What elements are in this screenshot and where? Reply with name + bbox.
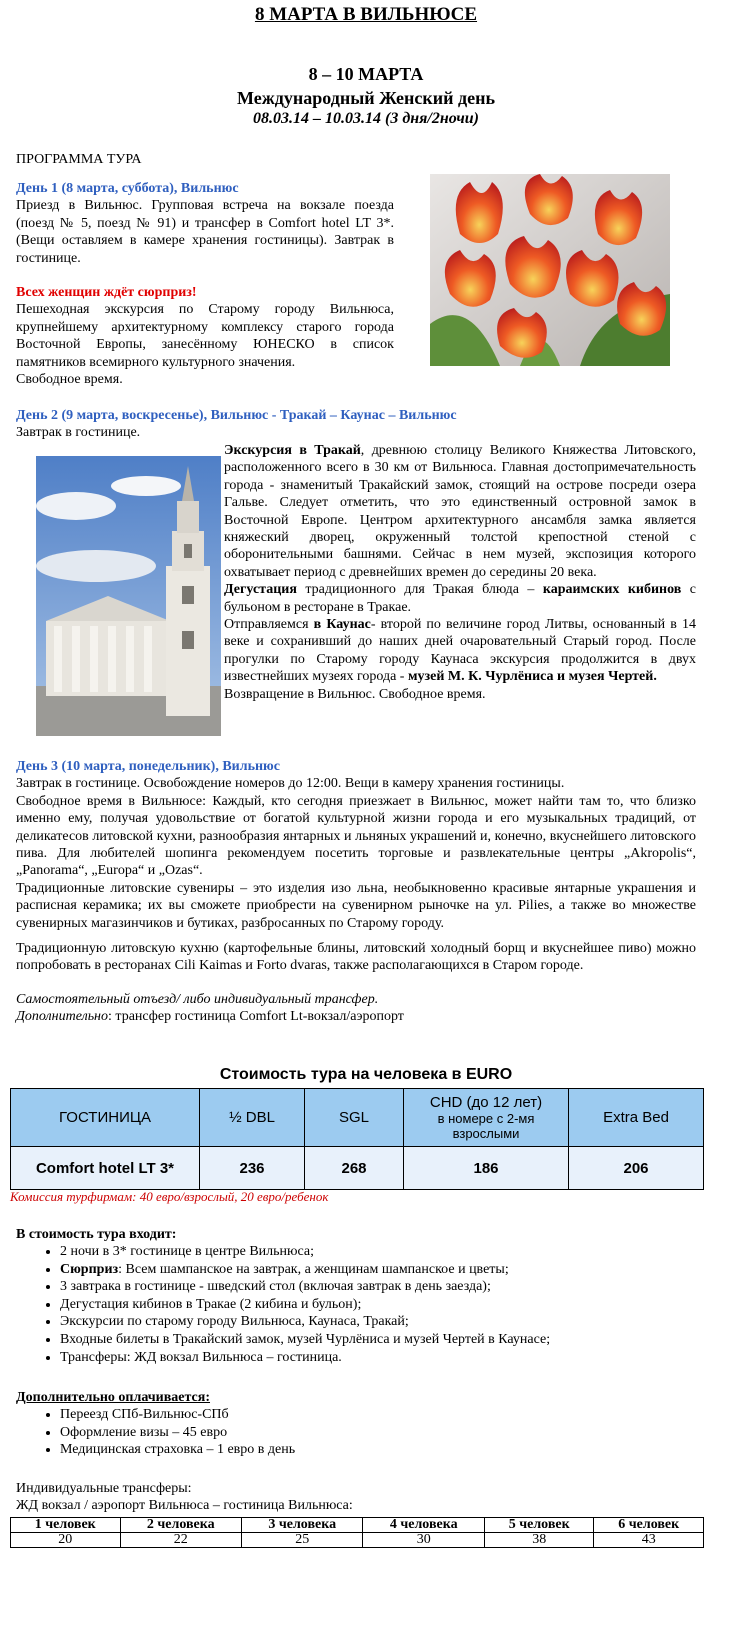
- includes-item: • Трансферы: ЖД вокзал Вильнюса – гостиница.: [60, 1349, 696, 1367]
- extra-list: [16, 1406, 696, 1459]
- transfers-table: [10, 1517, 704, 1548]
- transfers-value: 25: [241, 1533, 362, 1548]
- includes-item: • Дегустация кибинов в Тракае (2 кибина и бульон);: [60, 1296, 696, 1314]
- transfers-header: 4 человека: [363, 1518, 484, 1533]
- day2-section: [224, 442, 696, 703]
- surprise-label: Сюрприз: [60, 1261, 119, 1277]
- includes-heading: В стоимость тура входит:: [16, 1227, 177, 1242]
- day1-excursion-text: Пешеходная экскурсия по Старому городу Вильнюса, крупнейшему архитектурному комплексу старого города Восточной Европы, занесённому ЮНЕСКО в список памятников всемирного культурного значения.: [16, 302, 394, 370]
- day3-section: [16, 758, 696, 1026]
- tasting-label: Дегустация: [224, 582, 297, 598]
- tour-dates-heading: 8 – 10 МАРТА: [308, 64, 424, 84]
- includes-item: • 2 ночи в 3* гостинице в центре Вильнюса;: [60, 1243, 696, 1261]
- day3-cuisine: Традиционную литовскую кухню (картофельные блины, литовский холодный борщ и вкуснейшее пиво) можно попробовать в ресторанах Cili Kaimas и Forto dvaras, также располагающихся в Старом городе.: [16, 941, 696, 974]
- day2-return: Возвращение в Вильнюс. Свободное время.: [224, 686, 486, 702]
- surprise-text: : Всем шампанское на завтрак, а женщинам шампанское и цветы;: [118, 1261, 509, 1277]
- day2-tasting-paragraph: [224, 581, 696, 616]
- day1-section: [16, 180, 394, 388]
- extra-text: : трансфер гостиница Comfort Lt-вокзал/аэропорт: [108, 1009, 404, 1025]
- extra-item: • Переезд СПб-Вильнюс-СПб: [60, 1406, 696, 1424]
- kaunas-museums-label: музей М. К. Чурлёниса и музея Чертей.: [407, 669, 657, 685]
- transfers-header: 2 человека: [120, 1518, 241, 1533]
- extra-item: • Медицинская страховка – 1 евро в день: [60, 1441, 696, 1459]
- price-header-hotel: ГОСТИНИЦА: [11, 1089, 200, 1147]
- price-header-chd: [404, 1089, 569, 1147]
- transfers-value-row: [11, 1533, 704, 1548]
- includes-item: • Входные билеты в Тракайский замок, музей Чурлёниса и музей Чертей в Каунасе;: [60, 1331, 696, 1349]
- chd-label: CHD (до 12 лет): [429, 1094, 543, 1111]
- transfers-header-row: [11, 1518, 704, 1533]
- price-hotel-name: Comfort hotel LT 3*: [11, 1147, 200, 1190]
- transfers-line1: Индивидуальные трансферы:: [16, 1481, 192, 1496]
- price-title: Стоимость тура на человека в EURO: [219, 1066, 513, 1083]
- vilnius-cathedral-image: [36, 456, 221, 736]
- transfers-header: 3 человека: [241, 1518, 362, 1533]
- includes-item: • Экскурсии по старому городу Вильнюса, Каунаса, Тракай;: [60, 1313, 696, 1331]
- kaunas-label: в Каунас: [313, 617, 371, 633]
- transfers-value: 22: [120, 1533, 241, 1548]
- transfers-header: 1 человек: [11, 1518, 121, 1533]
- kaunas-text: - второй по величине город Литвы, основанный в 14 веке и сохранивший до наших дней очаровательный Старый город. После прогулки по Старому городу Каунаса экскурсия продолжится в двух известнейших музеях города -: [224, 617, 696, 685]
- day2-trakai-paragraph: [224, 442, 696, 581]
- price-chd: 186: [404, 1147, 569, 1190]
- day3-extra-transfer: [16, 1008, 696, 1025]
- price-table: [10, 1088, 704, 1190]
- transfers-value: 43: [594, 1533, 704, 1548]
- day1-free-time: Свободное время.: [16, 372, 123, 388]
- price-header-sgl: SGL: [305, 1089, 404, 1147]
- trakai-text: , древнюю столицу Великого Княжества Литовского, расположенного всего в 30 км от Вильнюса. Главная достопримечательность города - знаменитый Тракайский замок, стоящий на острове посреди озера Гальве. Следует отметить, что это единственный островной замок в Восточной Европе. Центром архитектурного ансамбля замка является княжеский дворец, окруженный толстой крепостной стеной с оборонительными башнями. Сейчас в нем музей, экспозиция которого охватывает период с древнейших времен до середины 20 века.: [224, 443, 696, 580]
- extra-item: • Оформление визы – 45 евро: [60, 1424, 696, 1442]
- transfers-intro: [16, 1480, 353, 1514]
- transfers-header: 6 человек: [594, 1518, 704, 1533]
- price-header-row: [11, 1089, 704, 1147]
- chd-note: в номере с 2-мя взрослыми: [437, 1111, 535, 1141]
- day2-heading: День 2 (9 марта, воскресенье), Вильнюс - Тракай – Каунас – Вильнюс: [16, 408, 457, 423]
- tasting-text: традиционного для Тракая блюда –: [296, 582, 543, 598]
- page-title: 8 МАРТА В ВИЛЬНЮСЕ: [254, 4, 478, 25]
- extra-label: Дополнительно: [16, 1009, 109, 1025]
- transfers-value: 20: [11, 1533, 121, 1548]
- day3-departure: Самостоятельный отъезд/ либо индивидуальный трансфер.: [16, 991, 379, 1007]
- tasting-end-text: с бульоном в ресторане в Тракае.: [224, 582, 696, 615]
- day3-free-time: Свободное время в Вильнюсе: Каждый, кто сегодня приезжает в Вильнюс, может найти там то, что близко именно ему, получая удовольствие от богатой культурной жизни города и его музыкальных традиций, от деликатесов литовской кухни, разнообразия янтарных и льняных украшений и, конечно, вкуснейшего литовского пива. Для любителей шопинга рекомендуем посетить торговые и развлекательные центры „Akropolis“, „Panorama“, „Europa“ и „Ozas“.: [16, 793, 696, 879]
- day1-surprise: Всех женщин ждёт сюрприз!: [16, 285, 197, 301]
- commission-note: Комиссия турфирмам: 40 евро/взрослый, 20 евро/ребенок: [10, 1189, 329, 1204]
- price-extra-bed: 206: [569, 1147, 704, 1190]
- price-sgl: 268: [305, 1147, 404, 1190]
- price-dbl: 236: [200, 1147, 305, 1190]
- day3-heading: День 3 (10 марта, понедельник), Вильнюс: [16, 759, 280, 774]
- kibiny-label: караимских кибинов: [542, 582, 682, 598]
- trakai-excursion-label: Экскурсия в Тракай: [224, 443, 361, 458]
- price-header-extra-bed: Extra Bed: [569, 1089, 704, 1147]
- transfers-header: 5 человек: [484, 1518, 594, 1533]
- transfers-line2: ЖД вокзал / аэропорт Вильнюса – гостиница Вильнюса:: [16, 1498, 353, 1513]
- price-header-dbl: ½ DBL: [200, 1089, 305, 1147]
- tulips-image: [430, 174, 670, 366]
- transfers-value: 30: [363, 1533, 484, 1548]
- kaunas-pre-text: Отправляемся: [224, 617, 314, 633]
- day2-kaunas-paragraph: [224, 616, 696, 686]
- holiday-heading: Международный Женский день: [237, 88, 495, 108]
- day1-arrival-text: Приезд в Вильнюс. Групповая встреча на вокзале поезда (поезд № 5, поезд № 91) и трансфер в Comfort hotel LT 3*. (Вещи оставляем в камере хранения гостиницы). Завтрак в гостинице.: [16, 198, 394, 266]
- price-row: [11, 1147, 704, 1190]
- date-range: 08.03.14 – 10.03.14 (3 дня/2ночи): [253, 110, 479, 127]
- extra-section: [16, 1390, 696, 1459]
- day2-heading-block: [16, 407, 696, 442]
- includes-item: [60, 1261, 696, 1279]
- day1-heading: День 1 (8 марта, суббота), Вильнюс: [16, 181, 239, 196]
- day2-breakfast: Завтрак в гостинице.: [16, 425, 141, 441]
- extra-heading: Дополнительно оплачивается:: [16, 1390, 211, 1405]
- day3-checkout: Завтрак в гостинице. Освобождение номеров до 12:00. Вещи в камеру хранения гостиницы.: [16, 776, 565, 792]
- program-heading: ПРОГРАММА ТУРА: [16, 152, 142, 167]
- includes-list: [16, 1243, 696, 1366]
- transfers-value: 38: [484, 1533, 594, 1548]
- includes-item: • 3 завтрака в гостинице - шведский стол (включая завтрак в день заезда);: [60, 1278, 696, 1296]
- day3-souvenirs: Традиционные литовские сувениры – это изделия изо льна, необыкновенно красивые янтарные украшения и расписная керамика; их вы сможете приобрести на сувенирном рыночке на ул. Pilies, а также во множестве сувенирных магазинчиков и бутиках, разбросанных по Старому городу.: [16, 880, 696, 931]
- includes-section: [16, 1227, 696, 1366]
